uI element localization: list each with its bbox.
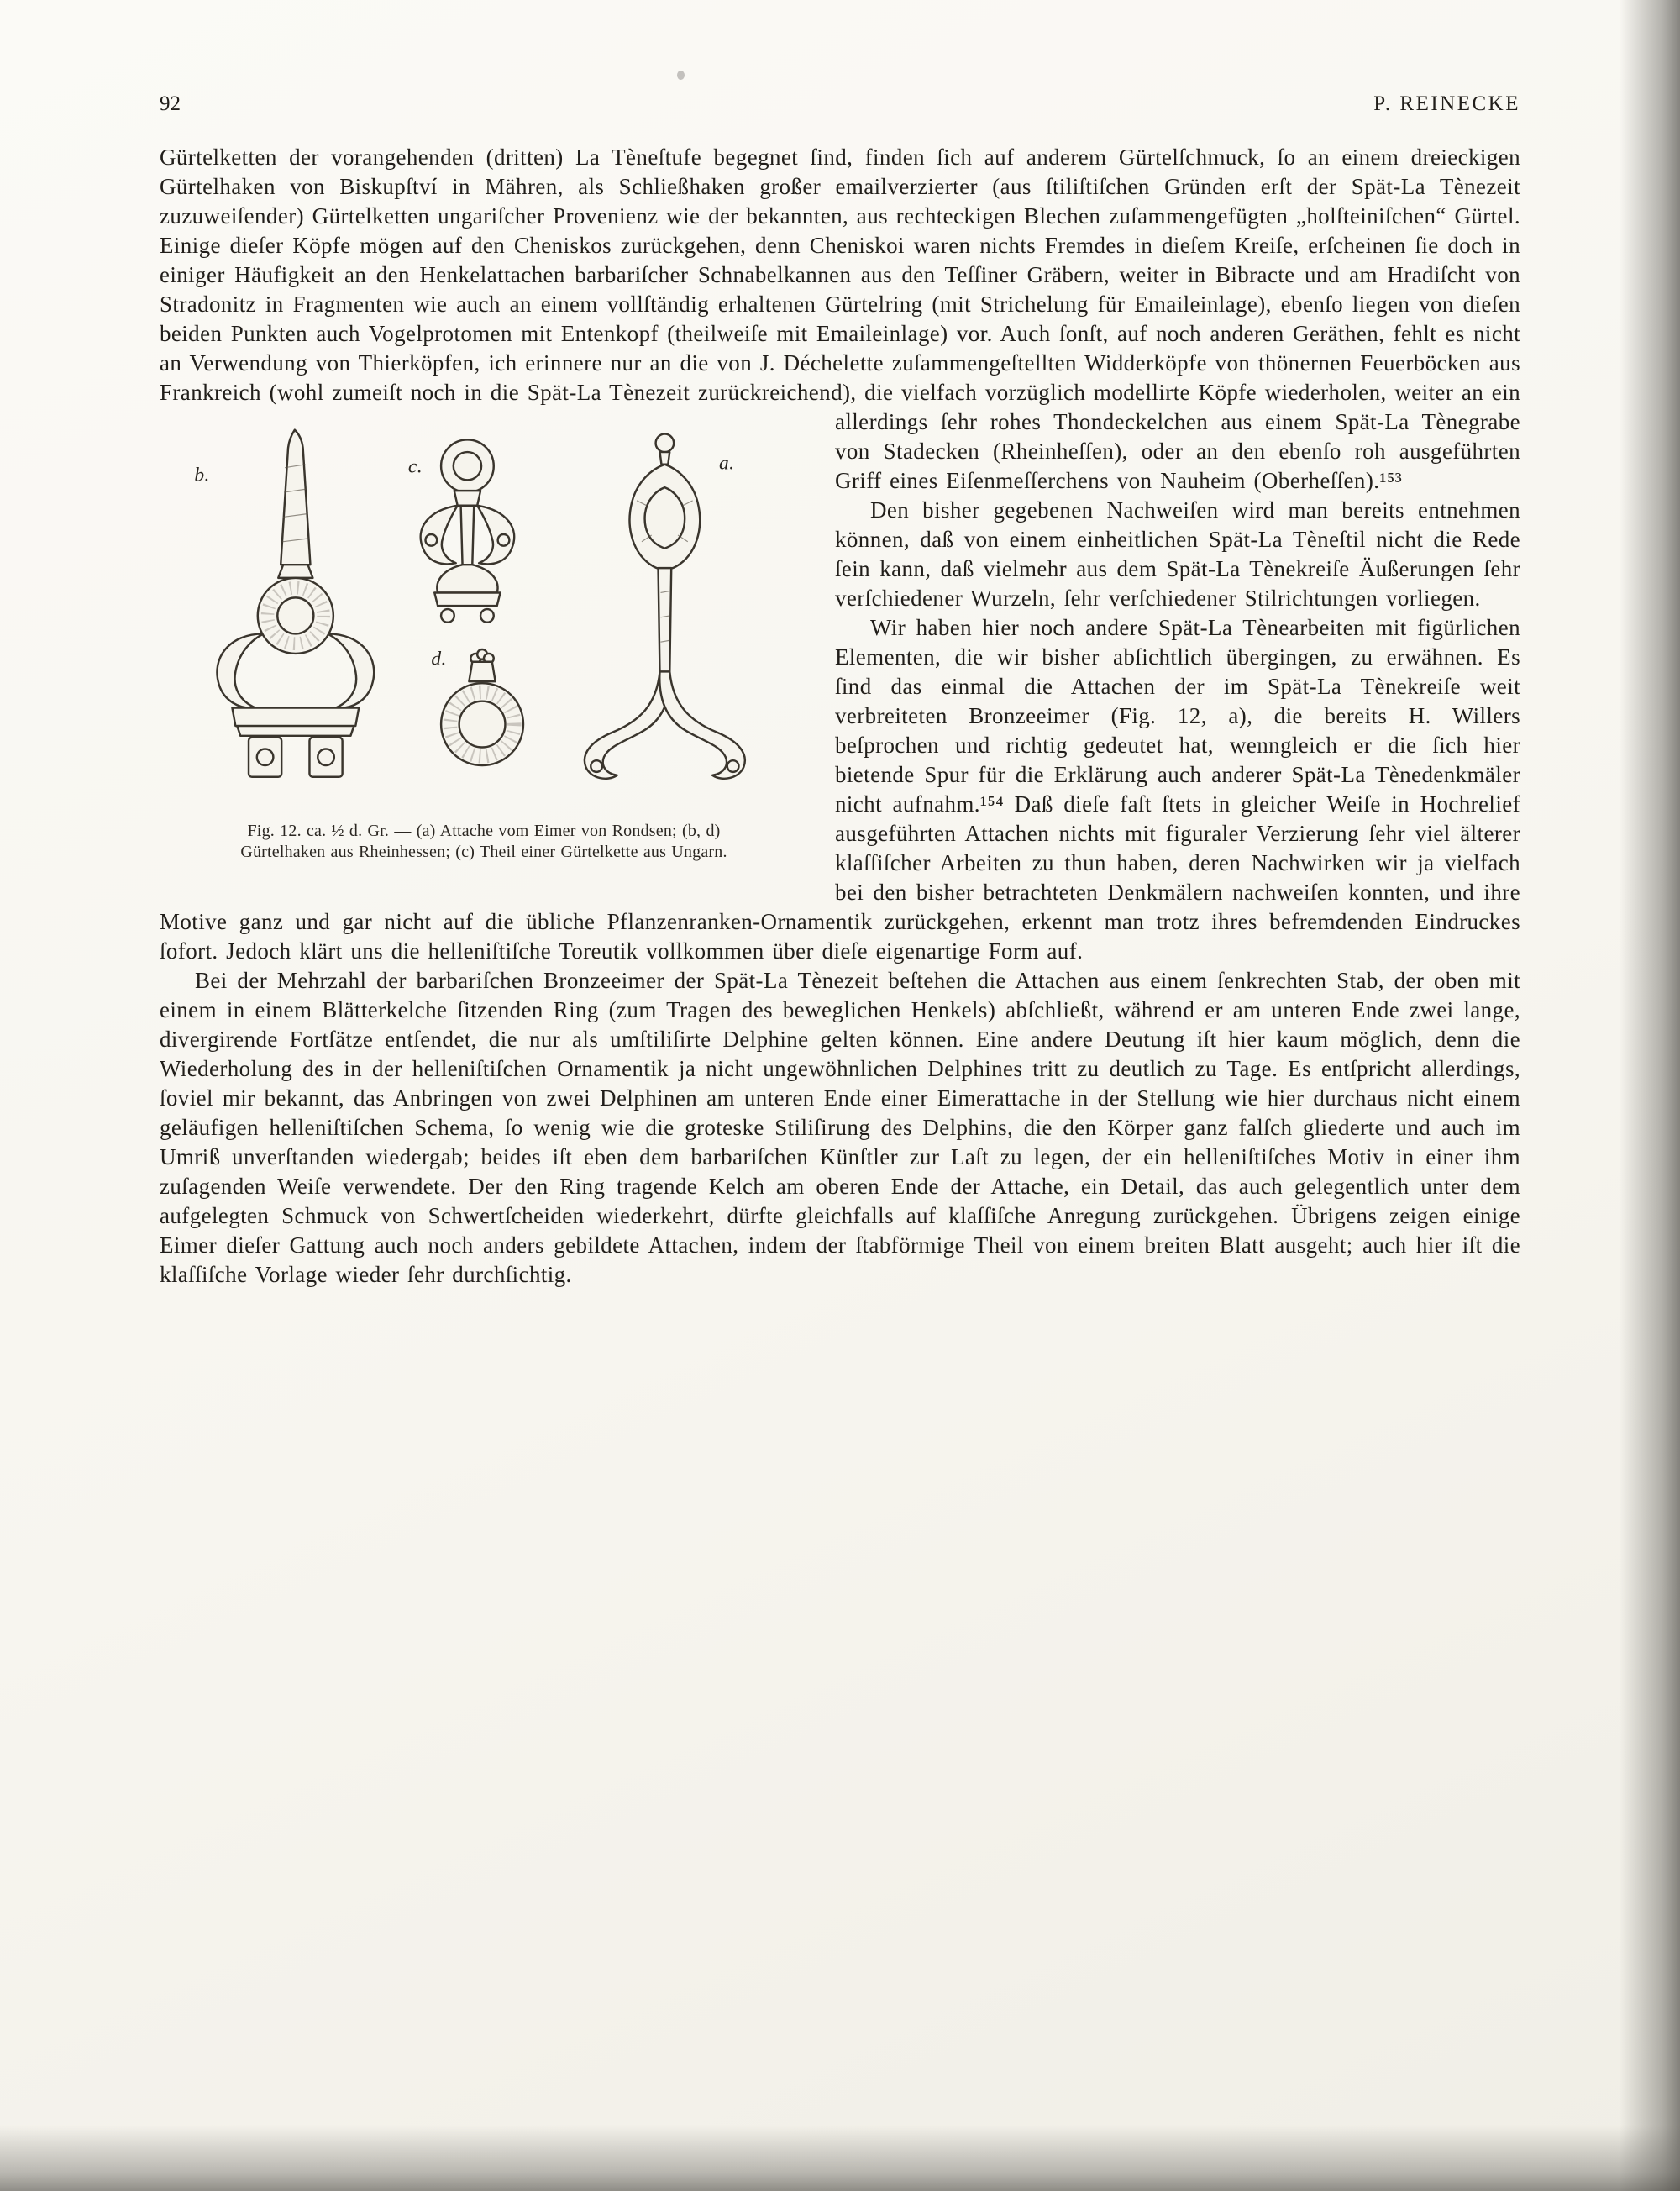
fig-a-knob <box>656 434 675 453</box>
fig-c-ring-hole <box>454 452 481 480</box>
fig-c-nub-left <box>441 609 454 623</box>
fig-c-stem <box>461 506 475 565</box>
fig-b-base-lip <box>237 726 354 736</box>
paragraph-1-after-figure: Thondeckelchen aus einem Spät-La Tènegrabe von Stadecken (Rheinheſſen), oder an den ebenſo roh ausgeführten Griff eines Eiſenmeſſerchens von Nauheim (Oberheſſen).¹⁵³ <box>835 409 1520 493</box>
fig-c-scroll-eye-left <box>425 534 437 546</box>
body-text <box>160 143 1520 1290</box>
paragraph-1-before-figure: Gürtelketten der vorangehenden (dritten) La Tèneſtufe begegnet ſind, finden ſich auf anderem Gürtelſchmuck, ſo an einem dreieckigen Gürtelhaken von Biskupſtví in Mähren, als Schließhaken großer emailverzierter (aus ſtiliſtiſchen Gründen erſt der Spät-La Tènezeit zuzuweiſender) Gürtelketten ungariſcher Provenienz wie der bekannten, aus rechteckigen Blechen zuſammengefügten „holſteiniſchen“ Gürtel. Einige dieſer Köpfe mögen auf den Cheniskos zurückgehen, denn Cheniskoi waren nichts Fremdes in dieſem Kreiſe, erſcheinen ſie doch in einiger Häufigkeit an den Henkelattachen barbariſcher Schnabelkannen aus den Teſſiner Gräbern, weiter in Bibracte und am Hradiſcht von Stradonitz in Fragmenten wie auch an einem vollſtändig erhaltenen Gürtelring (mit Strichelung für Emaileinlage), ebenſo liegen von dieſen beiden Punkten auch Vogelprotomen mit Entenkopf (theilweiſe mit Emaileinlage) vor. Auch ſonſt, auf noch anderen Geräthen, fehlt es nicht an Verwendung von Thierköpfen, ich erinnere nur an die von J. Déchelette zuſammengeſtellten Widderköpfe von thönernen Feuerböcken aus Frankreich (wohl zumeiſt noch in die Spät-La Tènezeit zurückreichend), die vielfach vorzüglich modellirte Köpfe wiederholen, weiter an ein allerdings ſehr rohes <box>160 144 1520 434</box>
fig-c-nub-right <box>480 609 494 623</box>
author-running-head: P. REINECKE <box>1373 92 1520 115</box>
fig-c-collar <box>454 491 480 506</box>
fig-d-finial <box>469 662 495 681</box>
fig-c-scroll-eye-right <box>498 534 510 546</box>
paragraph-2: Den bisher gegebenen Nachweiſen wird man bereits entnehmen können, daß von einem einheitlichen Spät-La Tèneſtil nicht die Rede ſein kann, daß vielmehr aus dem Spät-La Tènekreiſe Äußerungen ſehr verſchiedener Wurzeln, ſehr verſchiedener Stilrichtungen vorliegen. <box>835 497 1520 611</box>
figure-label-b: b. <box>194 464 210 486</box>
fig-b-crescent-right <box>328 633 374 707</box>
fig-c-scroll-right <box>477 506 514 565</box>
fig-b-collar <box>278 565 312 578</box>
fig-b-spike <box>281 430 310 565</box>
fig-a-volute-left-curl <box>591 760 602 772</box>
paragraph-3: Wir haben hier noch andere Spät-La Tènearbeiten mit figürlichen Elementen, die wir bisher abſichtlich übergingen, zu erwähnen. Es ſind das einmal die Attachen der im Spät-La Tènekreiſe weit verbreiteten Bronzeeimer (Fig. 12, a), die bereits H. Willers beſprochen und richtig gedeutet hat, wenngleich er die ſich hier bietende Spur für die Erklärung auch anderer Spät-La Tènedenkmäler nicht aufnahm.¹⁵⁴ Daß dieſe faſt ſtets in gleicher Weiſe in Hochrelief ausgeführten Attachen nichts mit figuraler Verzierung ſehr viel älterer klaſſiſcher Arbeiten zu thun haben, deren Nachwirken wir ja vielfach bei den bisher betrachteten Denkmälern nachweiſen konnten, und ihre Motive ganz und gar nicht auf die übliche Pflanzenranken-Ornamentik zurückgehen, erkennt man trotz ihres befremdenden Eindruckes ſofort. Jedoch klärt uns die helleniſtiſche Toreutik vollkommen über dieſe eigenartige Form auf. <box>160 615 1520 964</box>
running-head <box>160 92 1520 116</box>
scan-speck <box>677 71 685 80</box>
fig-d-ring-hole <box>459 701 506 748</box>
figure-12 <box>160 414 808 863</box>
fig-c-foot <box>434 592 500 606</box>
fig-b-base <box>232 708 359 727</box>
fig-b-crescent-left <box>217 633 263 707</box>
page-edge-shadow-right <box>1620 0 1680 2191</box>
page-content <box>160 92 1520 1290</box>
fig-b-ring-hole <box>277 597 313 633</box>
figure-label-d: d. <box>431 648 447 670</box>
figure-caption: Fig. 12. ca. ½ d. Gr. — (a) Attache vom Eimer von Rondsen; (b, d) Gürtelhaken aus Rheinhessen; (c) Theil einer Gürtelkette aus Ungarn. <box>240 822 727 861</box>
page-number: 92 <box>160 92 181 115</box>
fig-b-tab-left-hole <box>257 749 274 765</box>
fig-b-tab-right-hole <box>318 749 334 765</box>
figure-label-a: a. <box>718 452 735 475</box>
figure-label-c: c. <box>407 455 423 478</box>
fig-a-knob-stem <box>659 452 669 465</box>
page-edge-shadow-bottom <box>0 2125 1680 2191</box>
fig-c-scroll-left <box>421 506 458 565</box>
fig-a-volute-right-curl <box>727 760 739 772</box>
fig-a-shaft <box>659 568 672 673</box>
paragraph-4: Bei der Mehrzahl der barbariſchen Bronzeeimer der Spät-La Tènezeit beſtehen die Attachen aus einem ſenkrechten Stab, der oben mit einem in einem Blätterkelche ſitzenden Ring (zum Tragen des beweglichen Henkels) abſchließt, während er am unteren Ende zwei lange, divergirende Fortſätze entſendet, die nur als umſtiliſirte Delphine gelten können. Eine andere Deutung iſt hier kaum möglich, denn die Wiederholung des in der helleniſtiſchen Ornamentik ja nicht ungewöhnlichen Delphines tritt zu deutlich zu Tage. Es entſpricht allerdings, ſoviel mir bekannt, das Anbringen von zwei Delphinen am unteren Ende einer Eimerattache in der Stellung wie hier durchaus nicht einem geläufigen helleniſtiſchen Schema, ſo wenig wie die groteske Stiliſirung des Delphins, die den Körper ganz falſch gliederte und auch im Umriß unverſtanden wiedergab; beides iſt eben dem barbariſchen Künſtler zur Laſt zu legen, der ein helleniſtiſches Motiv in einer ihm zuſagenden Weiſe verwendete. Der den Ring tragende Kelch am oberen Ende der Attache, ein Detail, das auch gelegentlich unter dem aufgelegten Schmuck von Schwertſcheiden wiederkehrt, dürfte gleichfalls auf klaſſiſche Anregung zurückgehen. Übrigens zeigen einige Eimer dieſer Gattung auch noch anders gebildete Attachen, indem der ſtabförmige Theil von einem breiten Blatt ausgeht; auch hier iſt die klaſſiſche Vorlage wieder ſehr durchſichtig. <box>160 968 1520 1287</box>
fig-c-bell <box>437 565 497 592</box>
figure-12-drawing <box>171 414 796 809</box>
